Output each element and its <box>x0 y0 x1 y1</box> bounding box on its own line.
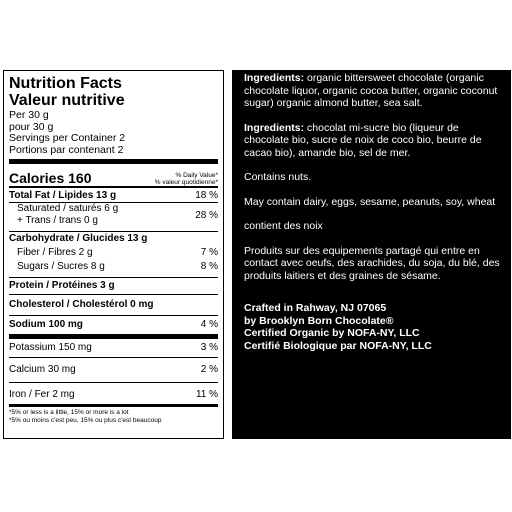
nutrition-title-fr: Valeur nutritive <box>9 92 125 109</box>
maker-name: by Brooklyn Born Chocolate® <box>244 314 394 327</box>
cholesterol-row <box>9 299 218 311</box>
divider <box>9 357 218 358</box>
sodium-row <box>9 319 218 331</box>
fat-pct: 18 % <box>195 190 218 201</box>
carb-label: Carbohydrate / Glucides 13 g <box>9 233 148 244</box>
protein-label: Protein / Protéines 3 g <box>9 280 115 291</box>
sodium-label: Sodium 100 mg <box>9 319 83 330</box>
footnote <box>9 409 218 425</box>
sugars-pct: 8 % <box>200 261 218 272</box>
nutrition-facts-table <box>3 70 224 439</box>
sat-trans-group <box>9 203 218 227</box>
certified-organic-fr: Certifié Biologique par NOFA-NY, LLC <box>244 339 432 352</box>
iron-label: Iron / Fer 2 mg <box>9 389 75 400</box>
calories-row <box>9 164 218 186</box>
contains-nuts-fr: contient des noix <box>244 220 323 232</box>
saturated-row <box>9 203 118 215</box>
potassium-row <box>9 342 218 354</box>
servings-per-container-en: Servings per Container 2 <box>9 132 126 144</box>
calories-label: Calories 160 <box>9 170 92 186</box>
fibre-label: Fiber / Fibres 2 g <box>17 247 93 258</box>
sat-trans-pct: 28 % <box>195 209 218 221</box>
sugars-row <box>9 261 218 273</box>
divider <box>9 277 218 278</box>
divider <box>9 294 218 295</box>
serving-size-fr: pour 30 g <box>9 120 54 133</box>
crafted-location: Crafted in Rahway, NJ 07065 <box>244 302 387 314</box>
potassium-pct: 3 % <box>200 342 218 353</box>
ingredients-panel <box>232 70 511 439</box>
saturated-label: Saturated / saturés 6 g <box>17 203 119 214</box>
fibre-row <box>9 247 218 259</box>
ingredients-fr-text: chocolat mi-sucre bio (liqueur de chocolate bio, sucre de noix de coco bio, beurre de cacao bio), amande bio, sel de mer. <box>244 121 482 159</box>
divider <box>9 231 218 232</box>
servings-per-container-fr: Portions par contenant 2 <box>9 143 124 156</box>
certified-organic-en: Certified Organic by NOFA-NY, LLC <box>244 327 420 339</box>
daily-value-header-fr: % valeur quotidienne* <box>154 179 218 186</box>
ingredients-en-text: organic bittersweet chocolate (organic chocolate liquor, organic cocoa butter, organic coconut sugar) organic almond butter, sea salt. <box>244 72 498 109</box>
trans-label: + Trans / trans 0 g <box>17 215 98 226</box>
calcium-pct: 2 % <box>200 364 218 375</box>
footnote-en: *5% or less is a little, 15% or more is a lot <box>9 409 129 416</box>
cholesterol-label: Cholesterol / Cholestérol 0 mg <box>9 299 154 310</box>
ingredients-en <box>244 72 501 110</box>
iron-pct: 11 % <box>195 389 218 400</box>
medium-divider <box>9 186 218 188</box>
trans-row <box>9 215 118 227</box>
fat-label: Total Fat / Lipides 13 g <box>9 190 117 201</box>
potassium-label: Potassium 150 mg <box>9 342 92 353</box>
thick-divider <box>9 334 218 339</box>
ingredients-fr <box>244 122 501 160</box>
protein-row <box>9 280 218 292</box>
divider <box>9 315 218 316</box>
iron-row <box>9 389 218 401</box>
fat-row <box>9 190 218 202</box>
may-contain-en: May contain dairy, eggs, sesame, peanuts, soy, wheat <box>244 195 496 208</box>
serving-size-en: Per 30 g <box>9 109 49 121</box>
footnote-fr: *5% ou moins c'est peu, 15% ou plus c'est beaucoup <box>9 417 162 424</box>
carb-row <box>9 233 218 245</box>
calcium-label: Calcium 30 mg <box>9 364 76 375</box>
contains-nuts-en: Contains nuts. <box>244 171 312 183</box>
ingredients-fr-label: Ingredients: <box>244 121 305 134</box>
daily-value-header <box>155 172 218 186</box>
calcium-row <box>9 364 218 376</box>
ingredients-en-label: Ingredients: <box>244 72 305 84</box>
nutrition-title-en: Nutrition Facts <box>9 75 122 92</box>
daily-value-header-en: % Daily Value* <box>175 172 218 179</box>
thick-divider <box>9 404 218 407</box>
sugars-label: Sugars / Sucres 8 g <box>17 261 105 272</box>
divider <box>9 382 218 383</box>
fibre-pct: 7 % <box>200 247 218 258</box>
sodium-pct: 4 % <box>200 319 218 330</box>
may-contain-fr: Produits sur des equipements partagé qui entre en contact avec oeufs, des arachides, du soja, du blé, des produits laitiers et des graines de sésame. <box>244 244 500 282</box>
